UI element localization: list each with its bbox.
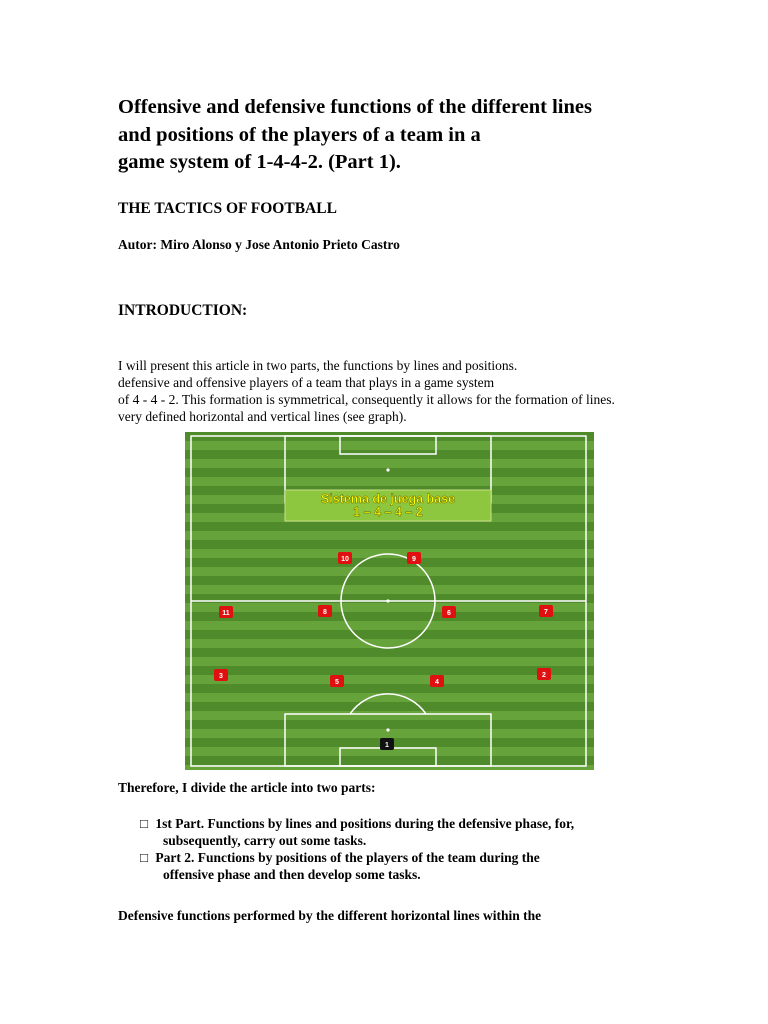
- checkbox-bullet-icon: □: [140, 816, 149, 831]
- paragraph-line: I will present this article in two parts, the functions by lines and positions.: [118, 358, 518, 373]
- checkbox-bullet-icon: □: [140, 850, 149, 865]
- title-line: game system of 1-4-4-2. (Part 1).: [118, 151, 401, 173]
- after-figure-text: Therefore, I divide the article into two parts:: [118, 780, 376, 795]
- player-9: [407, 552, 421, 564]
- player-number: 7: [544, 609, 548, 616]
- player-11: [219, 606, 233, 618]
- intro-paragraph: [118, 357, 615, 425]
- paragraph-line: of 4 - 4 - 2. This formation is symmetrical, consequently it allows for the formation of lines.: [118, 392, 615, 407]
- player-number: 8: [323, 609, 327, 616]
- player-4: [430, 675, 444, 687]
- banner-formation: 1 – 4 – 4 – 2: [353, 505, 423, 519]
- player-7: [539, 605, 553, 617]
- player-1-goalkeeper: [380, 738, 394, 750]
- player-number: 11: [222, 610, 230, 617]
- list-item-text: 1st Part. Functions by lines and positions during the defensive phase, for,: [155, 816, 575, 831]
- list-item-continuation: subsequently, carry out some tasks.: [163, 833, 367, 848]
- list-item-continuation: offensive phase and then develop some tasks.: [163, 867, 421, 882]
- player-2: [537, 668, 551, 680]
- list-item-text: Part 2. Functions by positions of the players of the team during the: [155, 850, 540, 865]
- paragraph-line: very defined horizontal and vertical lines (see graph).: [118, 409, 407, 424]
- player-number: 2: [542, 672, 546, 679]
- player-number: 5: [335, 679, 339, 686]
- title-line: Offensive and defensive functions of the different lines: [118, 96, 592, 118]
- section-lead-line: Defensive functions performed by the different horizontal lines within the: [118, 908, 542, 923]
- list-item: [140, 849, 574, 866]
- formation-diagram: [185, 432, 594, 770]
- author-line: Autor: Miro Alonso y Jose Antonio Prieto Castro: [118, 237, 400, 252]
- article-title: [118, 94, 678, 177]
- intro-heading: INTRODUCTION:: [118, 302, 248, 319]
- title-line: and positions of the players of a team in a: [118, 123, 481, 146]
- player-number: 9: [412, 556, 416, 563]
- list-item: [140, 815, 574, 832]
- player-number: 3: [219, 673, 223, 680]
- banner-title: Sistema de juega base: [320, 492, 456, 506]
- subtitle: THE TACTICS OF FOOTBALL: [118, 200, 337, 217]
- player-6: [442, 606, 456, 618]
- player-3: [214, 669, 228, 681]
- player-number: 1: [385, 742, 389, 749]
- player-10: [338, 552, 352, 564]
- paragraph-line: defensive and offensive players of a team that plays in a game system: [118, 375, 495, 390]
- player-5: [330, 675, 344, 687]
- player-8: [318, 605, 332, 617]
- parts-list: [140, 815, 574, 883]
- player-number: 6: [447, 610, 451, 617]
- player-number: 4: [435, 679, 439, 686]
- player-number: 10: [341, 556, 349, 563]
- football-pitch: [185, 432, 594, 770]
